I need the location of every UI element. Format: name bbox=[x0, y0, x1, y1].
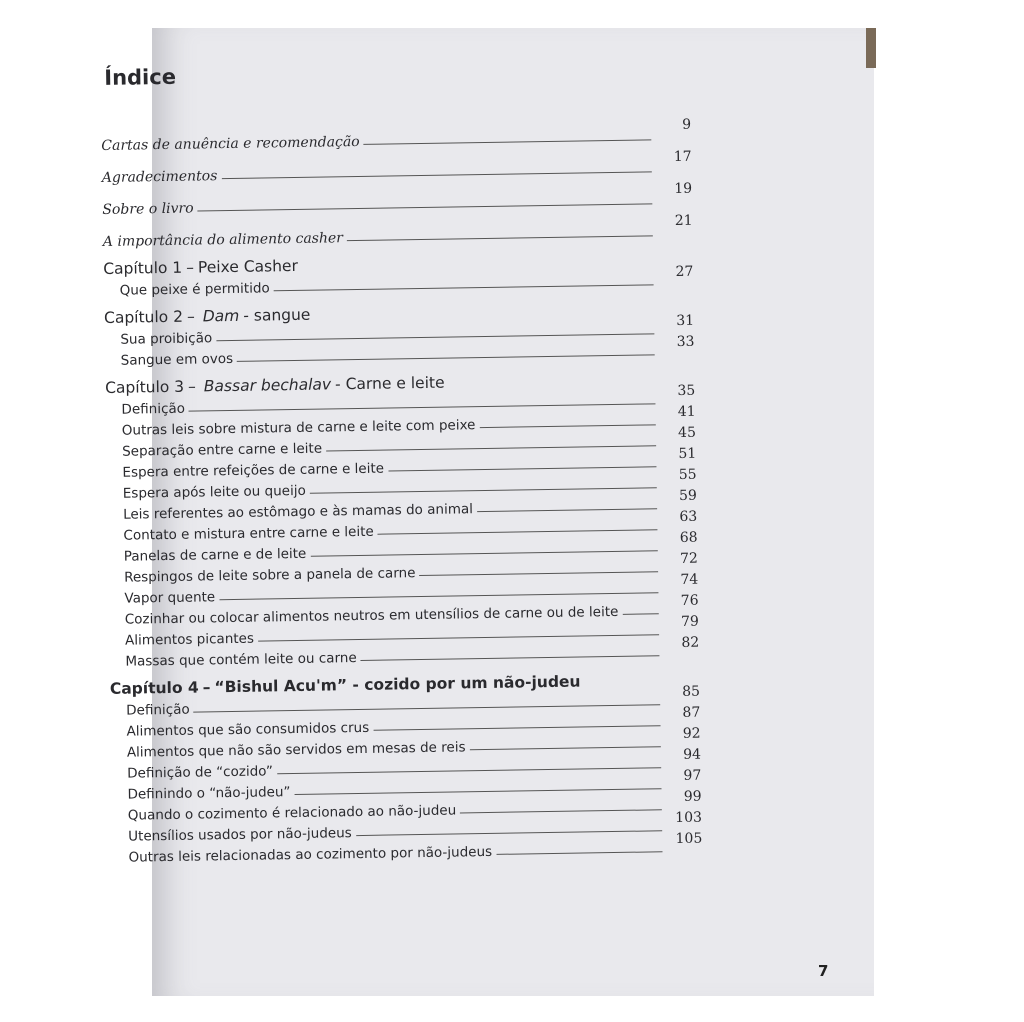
chapter-dash: – bbox=[202, 678, 211, 697]
toc-entry-page: 92 bbox=[682, 725, 701, 742]
toc-entry-page: 51 bbox=[678, 445, 697, 462]
toc-entry-page: 31 bbox=[676, 312, 695, 329]
leader-line bbox=[622, 613, 658, 615]
book-cover-edge bbox=[866, 28, 876, 68]
leader-line bbox=[373, 725, 660, 731]
page-title: Índice bbox=[104, 64, 177, 90]
toc-entry-label: Alimentos que não são servidos em mesas de reis bbox=[126, 739, 466, 761]
toc-entry-label: Respingos de leite sobre a panela de carne bbox=[124, 565, 416, 586]
toc-entry-label: Cartas de anuência e recomendação bbox=[101, 133, 360, 154]
toc-entry-label: Definição bbox=[126, 701, 190, 719]
chapter-number: Capítulo 1 bbox=[103, 258, 183, 278]
toc-entry-page: 41 bbox=[677, 403, 696, 420]
toc-entry-page: 99 bbox=[683, 788, 702, 805]
chapter-title: - Carne e leite bbox=[334, 373, 445, 394]
toc-entry-label: Contato e mistura entre carne e leite bbox=[123, 523, 374, 544]
toc-entry-page: 55 bbox=[678, 466, 697, 483]
toc-entry-label: Cozinhar ou colocar alimentos neutros em utensílios de carne ou de leite bbox=[124, 603, 619, 628]
toc-entry-page: 105 bbox=[675, 830, 703, 848]
toc-entry-label: Leis referentes ao estômago e às mamas do animal bbox=[123, 501, 474, 523]
toc-entry-label: Sobre o livro bbox=[102, 200, 194, 218]
toc-entry-page: 97 bbox=[683, 767, 702, 784]
chapter-number: Capítulo 3 bbox=[105, 377, 185, 397]
toc-entry-page: 27 bbox=[675, 263, 694, 280]
leader-line bbox=[378, 529, 658, 534]
leader-line bbox=[419, 571, 658, 576]
leader-line bbox=[361, 655, 660, 661]
leader-line bbox=[460, 809, 662, 813]
chapter-italic-title: Bassar bechalav bbox=[203, 375, 332, 396]
toc-entry-label: Sua proibição bbox=[120, 330, 213, 348]
chapter-block bbox=[105, 366, 700, 670]
toc-entry-page: 72 bbox=[679, 550, 699, 567]
leader-line bbox=[470, 746, 661, 750]
toc-entry-page: 94 bbox=[683, 746, 702, 763]
toc-entry-page: 79 bbox=[680, 613, 700, 630]
page-number: 7 bbox=[818, 962, 829, 980]
toc-entry-page: 21 bbox=[674, 212, 693, 229]
leader-line bbox=[310, 487, 657, 493]
toc-entry-label: Sangue em ovos bbox=[120, 350, 234, 369]
toc-entry-page: 103 bbox=[675, 809, 703, 827]
leader-line bbox=[310, 550, 657, 556]
leader-line bbox=[347, 235, 653, 241]
toc-entry-label: Espera entre refeições de carne e leite bbox=[122, 460, 385, 481]
toc-entry-label: Massas que contém leite ou carne bbox=[125, 650, 357, 670]
toc-entry-page: 45 bbox=[677, 424, 697, 441]
table-of-contents bbox=[100, 51, 703, 866]
toc-entry-label: Definição bbox=[121, 400, 186, 418]
chapter-block bbox=[104, 296, 695, 369]
chapter-title: Peixe Casher bbox=[197, 256, 299, 277]
toc-entry-page: 87 bbox=[682, 704, 701, 721]
toc-entry-label: Quando o cozimento é relacionado ao não-judeu bbox=[127, 802, 457, 824]
toc-entry-page: 9 bbox=[682, 116, 692, 133]
leader-line bbox=[477, 508, 657, 512]
toc-entry-page: 19 bbox=[674, 180, 693, 197]
chapter-block bbox=[103, 247, 694, 299]
chapter-number: Capítulo 2 bbox=[103, 307, 184, 327]
toc-entry-page: 74 bbox=[680, 571, 699, 588]
leader-line bbox=[326, 445, 656, 451]
intro-section bbox=[101, 113, 693, 250]
toc-entry-label: Definição de “cozido” bbox=[127, 763, 274, 782]
leader-line bbox=[274, 284, 654, 291]
chapters-section bbox=[103, 247, 703, 866]
toc-entry-page: 85 bbox=[682, 683, 701, 700]
chapter-block bbox=[110, 667, 703, 866]
toc-entry-label: Alimentos picantes bbox=[124, 630, 255, 649]
leader-line bbox=[364, 139, 652, 145]
toc-entry-page: 63 bbox=[679, 508, 698, 525]
toc-entry-label: Alimentos que são consumidos crus bbox=[126, 719, 370, 740]
chapter-italic-title: Dam bbox=[202, 306, 240, 326]
leader-line bbox=[496, 851, 662, 855]
toc-entry-page: 82 bbox=[681, 634, 700, 651]
leader-line bbox=[479, 424, 655, 428]
toc-entry-page: 76 bbox=[680, 592, 699, 609]
chapter-number: Capítulo 4 bbox=[109, 678, 199, 698]
leader-line bbox=[294, 788, 661, 795]
chapter-dash: – bbox=[187, 377, 196, 396]
toc-entry-label: Agradecimentos bbox=[101, 168, 218, 186]
toc-entry-label: Panelas de carne e de leite bbox=[123, 545, 307, 565]
chapter-dash: – bbox=[186, 307, 195, 326]
leader-line bbox=[237, 354, 655, 362]
toc-entry-label: Utensílios usados por não-judeus bbox=[128, 825, 352, 845]
leader-line bbox=[356, 830, 662, 836]
chapter-title: “Bishul Acu'm” - cozido por um não-judeu bbox=[214, 672, 581, 697]
toc-entry-page: 59 bbox=[678, 487, 698, 504]
toc-entry-page: 17 bbox=[673, 148, 692, 165]
toc-entry-page: 68 bbox=[679, 529, 698, 546]
toc-entry-label: Outras leis relacionadas ao cozimento por não-judeus bbox=[128, 843, 493, 866]
toc-entry-page: 33 bbox=[676, 333, 695, 350]
toc-entry-label: Que peixe é permitido bbox=[119, 280, 270, 299]
toc-entry-label: Separação entre carne e leite bbox=[122, 440, 323, 460]
chapter-title: - sangue bbox=[243, 305, 311, 325]
toc-entry-label: Outras leis sobre mistura de carne e leite com peixe bbox=[121, 417, 476, 439]
toc-entry-page: 35 bbox=[677, 382, 696, 399]
chapter-dash: – bbox=[186, 258, 195, 277]
toc-entry-label: Definindo o “não-judeu” bbox=[127, 784, 291, 803]
toc-entry-label: A importância do alimento casher bbox=[102, 230, 344, 250]
leader-line bbox=[388, 466, 656, 471]
toc-entry-label: Espera após leite ou queijo bbox=[122, 482, 306, 502]
toc-entry-label: Vapor quente bbox=[124, 589, 216, 607]
